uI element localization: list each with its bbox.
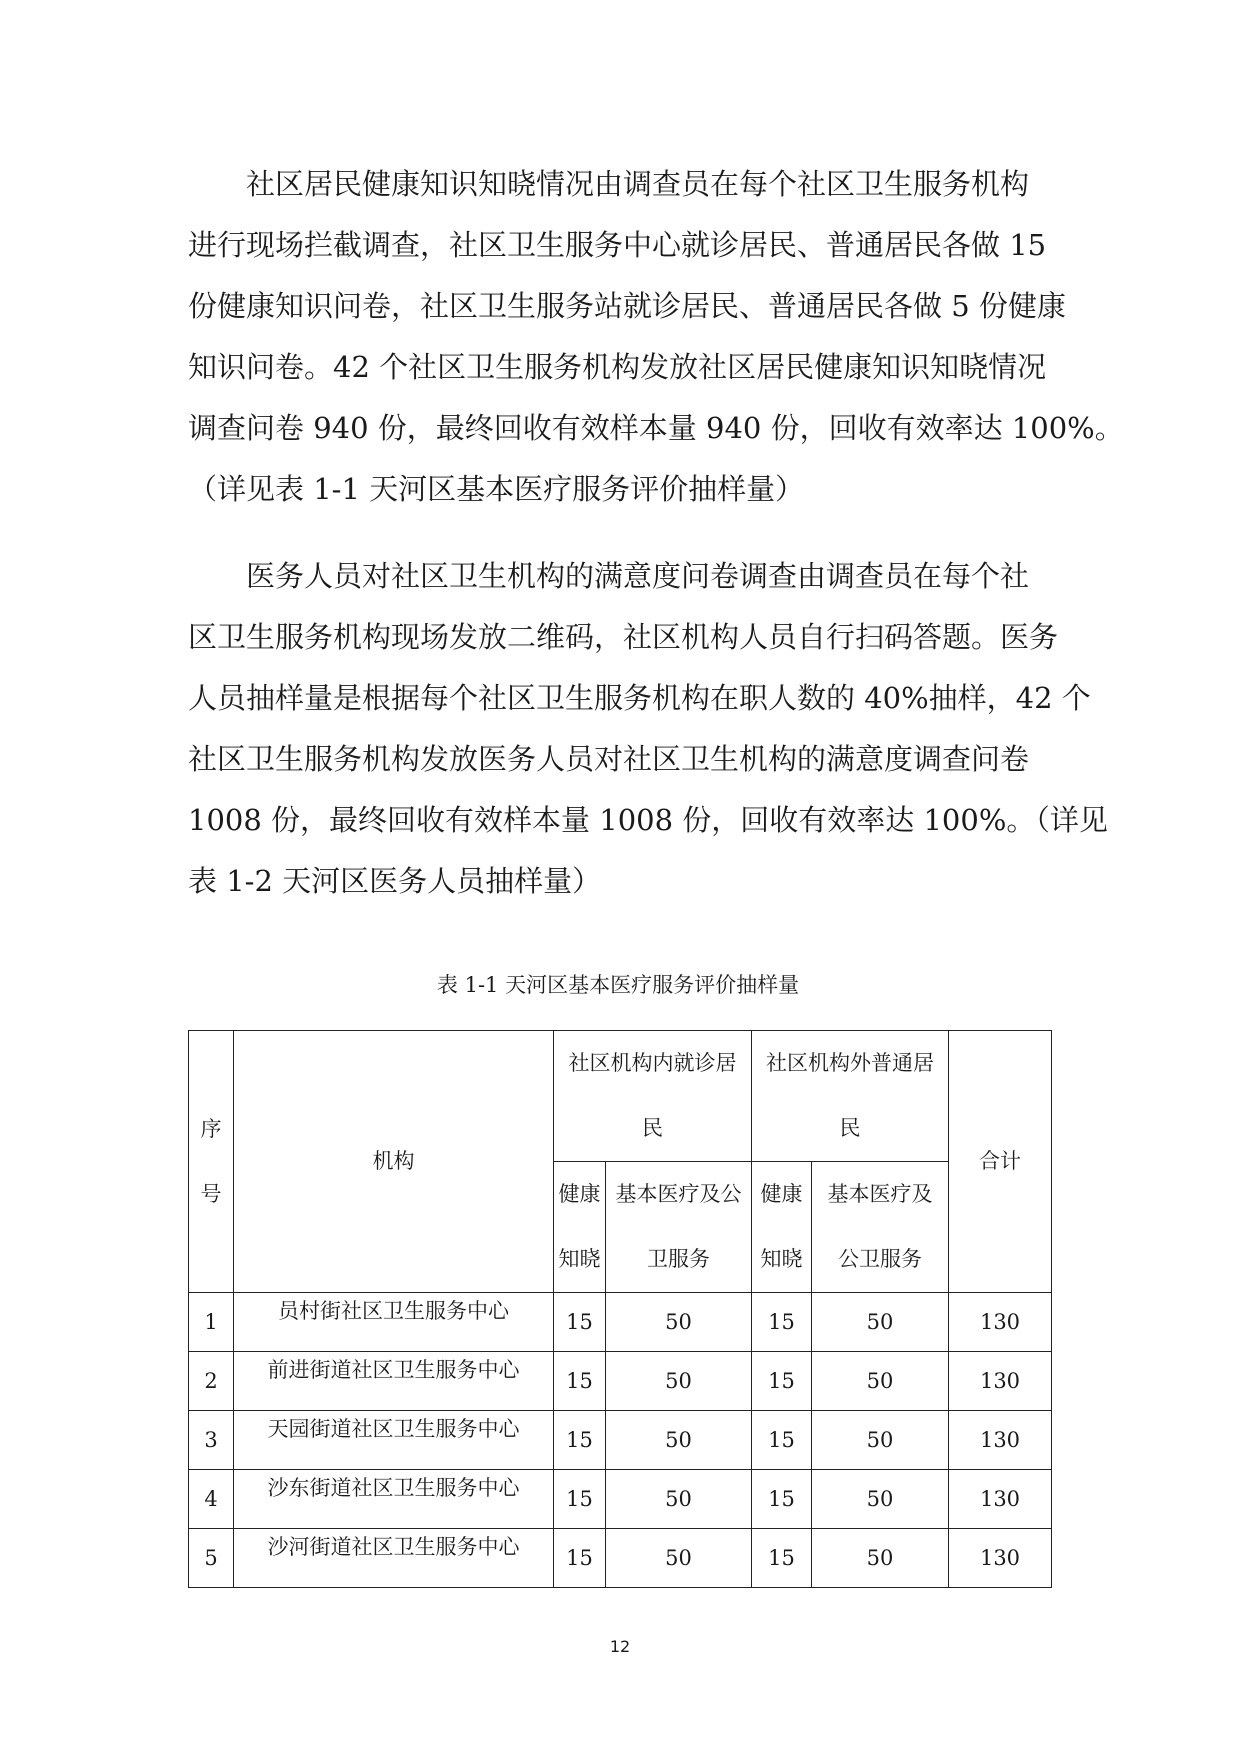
cell-seq: 1 [189, 1293, 234, 1352]
header-basic-services-outside [812, 1162, 949, 1293]
cell-total: 130 [949, 1529, 1052, 1588]
header-seq-line: 序 [200, 1116, 222, 1141]
table-row [189, 1352, 1052, 1411]
header-outside-line: 民 [839, 1116, 861, 1140]
cell-org: 员村街社区卫生服务中心 [234, 1293, 554, 1352]
header-org: 机构 [234, 1031, 554, 1293]
header-basic-line: 基本医疗及公 [615, 1182, 742, 1206]
paragraph-line: 区卫生服务机构现场发放二维码，社区机构人员自行扫码答题。医务 [188, 620, 1059, 654]
paragraph-line: 知识问卷。42 个社区卫生服务机构发放社区居民健康知识知晓情况 [188, 350, 1047, 384]
cell-value: 50 [812, 1411, 949, 1470]
paragraph-line: 医务人员对社区卫生机构的满意度问卷调查由调查员在每个社 [246, 559, 1030, 593]
cell-value: 50 [606, 1470, 752, 1529]
cell-value: 15 [752, 1352, 812, 1411]
cell-org: 天园街道社区卫生服务中心 [234, 1411, 554, 1470]
cell-org: 前进街道社区卫生服务中心 [234, 1352, 554, 1411]
header-basic-services [606, 1162, 752, 1293]
paragraph-line: 调查问卷 940 份，最终回收有效样本量 940 份，回收有效率达 100%。 [188, 411, 1124, 445]
cell-value: 15 [554, 1352, 606, 1411]
cell-org: 沙河街道社区卫生服务中心 [234, 1529, 554, 1588]
cell-value: 50 [606, 1411, 752, 1470]
table-caption: 表 1-1 天河区基本医疗服务评价抽样量 [436, 973, 800, 997]
page-number: 12 [609, 1637, 631, 1656]
cell-seq: 3 [189, 1411, 234, 1470]
cell-value: 50 [812, 1470, 949, 1529]
header-health-line: 健康 [760, 1182, 803, 1206]
header-inside-line: 民 [642, 1116, 663, 1140]
paragraph-line: 人员抽样量是根据每个社区卫生服务机构在职人数的 40%抽样，42 个 [188, 681, 1091, 715]
header-health-knowledge-outside [752, 1162, 812, 1293]
cell-value: 15 [554, 1529, 606, 1588]
header-basic-line: 卫服务 [647, 1247, 710, 1271]
cell-total: 130 [949, 1352, 1052, 1411]
cell-seq: 5 [189, 1529, 234, 1588]
cell-value: 15 [554, 1411, 606, 1470]
table-row [189, 1411, 1052, 1470]
cell-total: 130 [949, 1293, 1052, 1352]
paragraph-line: （详见表 1-1 天河区基本医疗服务评价抽样量） [188, 472, 805, 506]
cell-value: 50 [812, 1293, 949, 1352]
header-health-line: 知晓 [558, 1247, 601, 1271]
paragraph-line: 份健康知识问卷，社区卫生服务站就诊居民、普通居民各做 5 份健康 [188, 289, 1066, 323]
cell-value: 15 [554, 1470, 606, 1529]
sampling-table [188, 1030, 1052, 1588]
cell-value: 50 [812, 1529, 949, 1588]
paragraph-line: 进行现场拦截调查，社区卫生服务中心就诊居民、普通居民各做 15 [188, 228, 1047, 262]
table-row [189, 1293, 1052, 1352]
header-health-knowledge [554, 1162, 606, 1293]
cell-value: 50 [606, 1529, 752, 1588]
header-health-line: 知晓 [760, 1247, 803, 1271]
paragraph-line: 社区居民健康知识知晓情况由调查员在每个社区卫生服务机构 [246, 167, 1030, 201]
header-basic-line: 基本医疗及 [827, 1182, 933, 1206]
header-inside-residents [554, 1031, 752, 1162]
cell-seq: 4 [189, 1470, 234, 1529]
paragraph-line: 1008 份，最终回收有效样本量 1008 份，回收有效率达 100%。（详见 [188, 803, 1108, 837]
paragraph-survey-residents [188, 154, 1124, 520]
paragraph-line: 表 1-2 天河区医务人员抽样量） [188, 864, 602, 898]
cell-total: 130 [949, 1411, 1052, 1470]
cell-value: 15 [554, 1293, 606, 1352]
table-row [189, 1529, 1052, 1588]
header-health-line: 健康 [558, 1182, 601, 1206]
header-seq [189, 1031, 234, 1293]
cell-total: 130 [949, 1470, 1052, 1529]
cell-value: 15 [752, 1529, 812, 1588]
header-outside-line: 社区机构外普通居 [766, 1051, 934, 1075]
cell-value: 50 [606, 1293, 752, 1352]
table-row [189, 1470, 1052, 1529]
cell-value: 15 [752, 1470, 812, 1529]
cell-seq: 2 [189, 1352, 234, 1411]
header-total: 合计 [949, 1031, 1052, 1293]
header-inside-line: 社区机构内就诊居 [568, 1051, 737, 1075]
cell-value: 50 [606, 1352, 752, 1411]
paragraph-survey-staff [188, 546, 1108, 912]
cell-value: 15 [752, 1411, 812, 1470]
cell-value: 50 [812, 1352, 949, 1411]
header-basic-line: 公卫服务 [838, 1247, 922, 1271]
header-outside-residents [752, 1031, 949, 1162]
cell-value: 15 [752, 1293, 812, 1352]
header-seq-line: 号 [200, 1181, 222, 1206]
cell-org: 沙东街道社区卫生服务中心 [234, 1470, 554, 1529]
paragraph-line: 社区卫生服务机构发放医务人员对社区卫生机构的满意度调查问卷 [188, 742, 1030, 776]
